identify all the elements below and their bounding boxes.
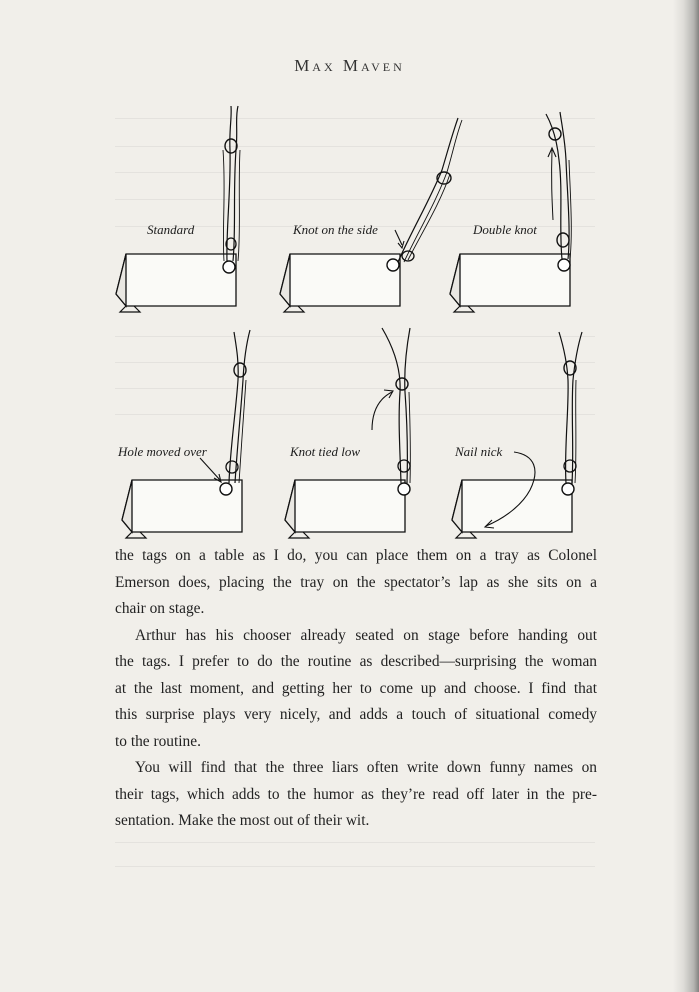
text-line: the tags on a table as I do, you can place them on a tray as Colonel xyxy=(115,547,597,564)
label-knot-tied-low: Knot tied low xyxy=(290,444,361,459)
tag-hole-moved-over xyxy=(122,330,250,538)
text-line: Emerson does, placing the tray on the spectator’s lap as she sits on a xyxy=(115,573,597,591)
text-line: their tags, which adds to the humor as they’re read off later in the pre- xyxy=(115,785,597,803)
text-line: this surprise plays very nicely, and adds a touch of situational comedy xyxy=(115,706,597,723)
tag-double-knot xyxy=(450,112,571,312)
tag-knot-on-side xyxy=(280,118,462,312)
bleed-through-line xyxy=(115,842,595,843)
tag-nail-nick xyxy=(452,332,582,538)
text-line: chair on stage. xyxy=(115,600,205,617)
body-text xyxy=(115,543,597,835)
label-hole-moved-over: Hole moved over xyxy=(118,444,207,459)
label-standard: Standard xyxy=(147,222,195,237)
label-nail-nick: Nail nick xyxy=(455,444,503,459)
text-line: sentation. Make the most out of their wit. xyxy=(115,812,370,829)
label-double-knot: Double knot xyxy=(473,222,537,237)
paragraph-2 xyxy=(115,623,597,756)
running-header: Max Maven xyxy=(294,56,405,75)
paragraph-3 xyxy=(115,755,597,835)
tag-knot-tied-low xyxy=(285,328,410,538)
text-line: to the routine. xyxy=(115,732,201,750)
text-line: You will find that the three liars often write down funny names on xyxy=(135,759,597,776)
text-line: Arthur has his chooser already seated on stage before handing out xyxy=(135,626,597,644)
paragraph-1 xyxy=(115,543,597,623)
tag-standard xyxy=(116,106,240,312)
label-knot-on-the-side: Knot on the side xyxy=(293,222,378,237)
bleed-through-line xyxy=(115,866,595,867)
text-line: the tags. I prefer to do the routine as described—surprising the woman xyxy=(115,653,597,670)
text-line: at the last moment, and getting her to come up and choose. I find that xyxy=(115,679,597,697)
